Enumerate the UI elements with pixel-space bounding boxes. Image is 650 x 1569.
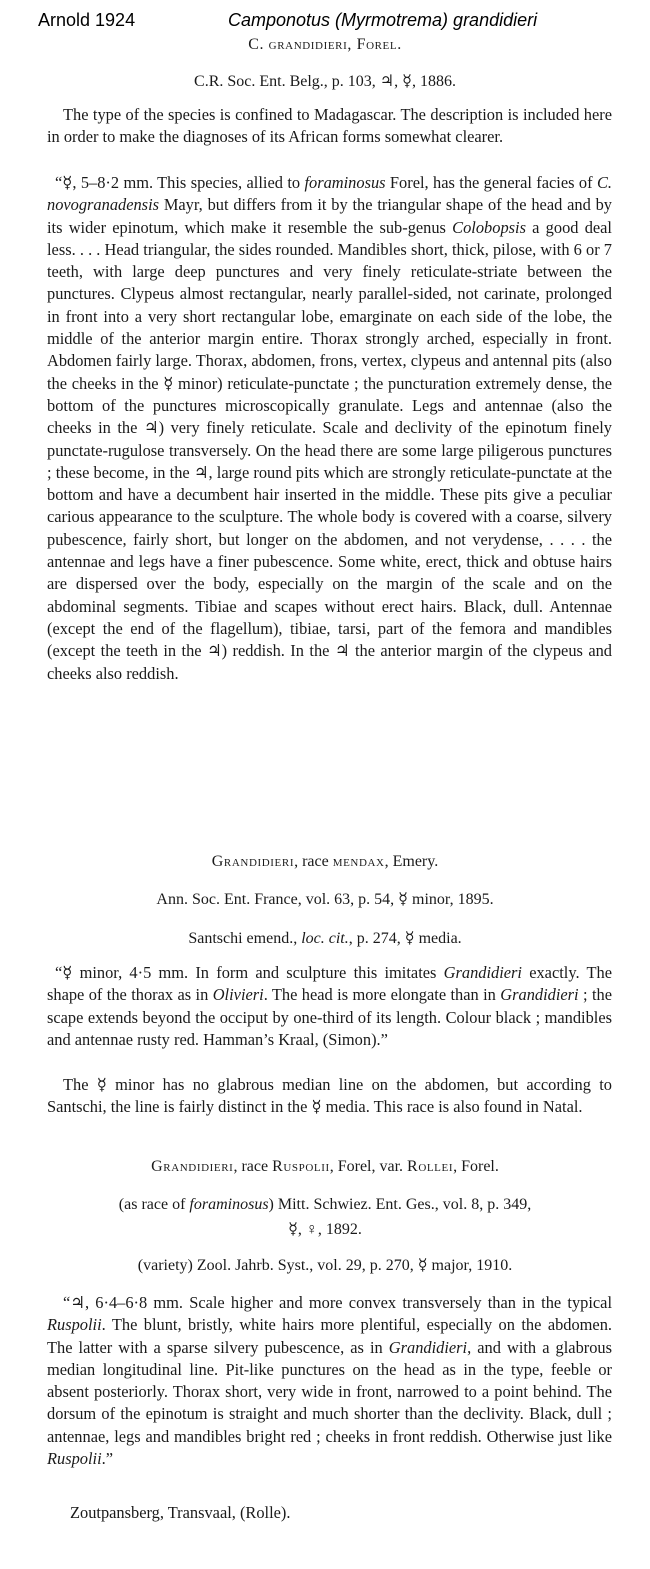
intro-paragraph: The type of the species is confined to Madagascar. The description is included here in order to make the diagnoses of its African forms somewhat clearer. (47, 105, 612, 147)
description-paragraph: “☿, 5–8·2 mm. This species, allied to foraminosus Forel, has the general facies of C. novogranadensis Mayr, but differs from it by the triangular shape of the head and by its wider epinotum, which make it resemble the sub-genus Colobopsis a good deal less. . . . Head triangular, the sides rounded. Mandibles short, thick, pilose, with 6 or 7 teeth, with large deep punctures and very finely reticulate-striate between the punctures. Clypeus almost rectangular, nearly parallel-sided, not carinate, prolonged in front into a very short rectangular lobe, emarginate on each side of the lobe, the middle of the anterior margin entire. Thorax strongly arched, especially in front. Abdomen fairly large. Thorax, abdomen, frons, vertex, clypeus and antennal pits (also the cheeks in the ☿ minor) reticulate-punctate ; the puncturation extremely dense, the bottom of the punctures microscopically granulate. Legs and antennae (also the cheeks in the ♃) very finely reticulate. Scale and declivity of the epinotum finely punctate-rugulose transversely. On the head there are some large piligerous punctures ; these become, in the ♃, large round pits which are strongly reticulate-punctate at the bottom and have a decumbent hair inserted in the middle. These pits give a peculiar carious appearance to the sculpture. The whole body is covered with a coarse, silvery pubescence, fairly short, but longer on the abdomen, and not verydense, . . . . the antennae and legs have a finer pubescence. Some white, erect, thick and obtuse hairs are dispersed over the body, especially on the margin of the scale and on the abdominal segments. Tibiae and scapes without erect hairs. Black, dull. Antennae (except the end of the flagellum), tibiae, tarsi, part of the femora and mandibles (except the teeth in the ♃) reddish. In the ♃ the anterior margin of the clypeus and cheeks also reddish. (47, 173, 612, 683)
reference-line: Santschi emend., loc. cit., p. 274, ☿ media. (188, 930, 462, 947)
reference-line: (as race of foraminosus) Mitt. Schwiez. Ent. Ges., vol. 8, p. 349, (118, 1196, 532, 1213)
reference-line: (variety) Zool. Jahrb. Syst., vol. 29, p. 270, ☿ major, 1910. (137, 1257, 513, 1274)
section-heading-mendax: Grandidieri, race mendax, Emery. (211, 853, 439, 870)
reference-line: Ann. Soc. Ent. France, vol. 63, p. 54, ☿ minor, 1895. (156, 891, 494, 908)
description-paragraph: “☿ minor, 4·5 mm. In form and sculpture this imitates Grandidieri exactly. The shape of the thorax as in Olivieri. The head is more elongate than in Grandidieri ; the scape extends beyond the occiput by one-third of its length. Colour black ; mandibles and antennae rusty red. Hamman’s Kraal, (Simon).” (47, 963, 613, 1049)
locality-line: Zoutpansberg, Transvaal, (Rolle). (70, 1503, 291, 1522)
species-title: Camponotus (Myrmotrema) grandidieri (228, 10, 538, 30)
reference-line-continued: ☿, ♀, 1892. (288, 1221, 362, 1238)
citation-label: Arnold 1924 (38, 10, 136, 30)
note-paragraph: The ☿ minor has no glabrous median line on the abdomen, but according to Santschi, the line is fairly distinct in the ☿ media. This race is also found in Natal. (47, 1075, 612, 1117)
section-heading-rollei: Grandidieri, race Ruspolii, Forel, var. Rollei, Forel. (151, 1158, 499, 1175)
description-paragraph: “♃, 6·4–6·8 mm. Scale higher and more convex transversely than in the typical Ruspolii. The blunt, bristly, white hairs more plentiful, especially on the abdomen. The latter with a sparse silvery pubescence, as in Grandidieri, and with a glabrous median longitudinal line. Pit-like punctures on the head as in the type, feeble or absent posteriorly. Thorax short, very wide in front, narrowed to a point behind. The dorsum of the epinotum is straight and much shorter than the declivity. Black, dull ; antennae, legs and mandibles bright red ; cheeks in front reddish. Otherwise just like Ruspolii.” (47, 1293, 612, 1469)
reference-line: C.R. Soc. Ent. Belg., p. 103, ♃, ☿, 1886. (194, 73, 456, 90)
section-heading-grandidieri: C. grandidieri, Forel. (248, 36, 402, 53)
